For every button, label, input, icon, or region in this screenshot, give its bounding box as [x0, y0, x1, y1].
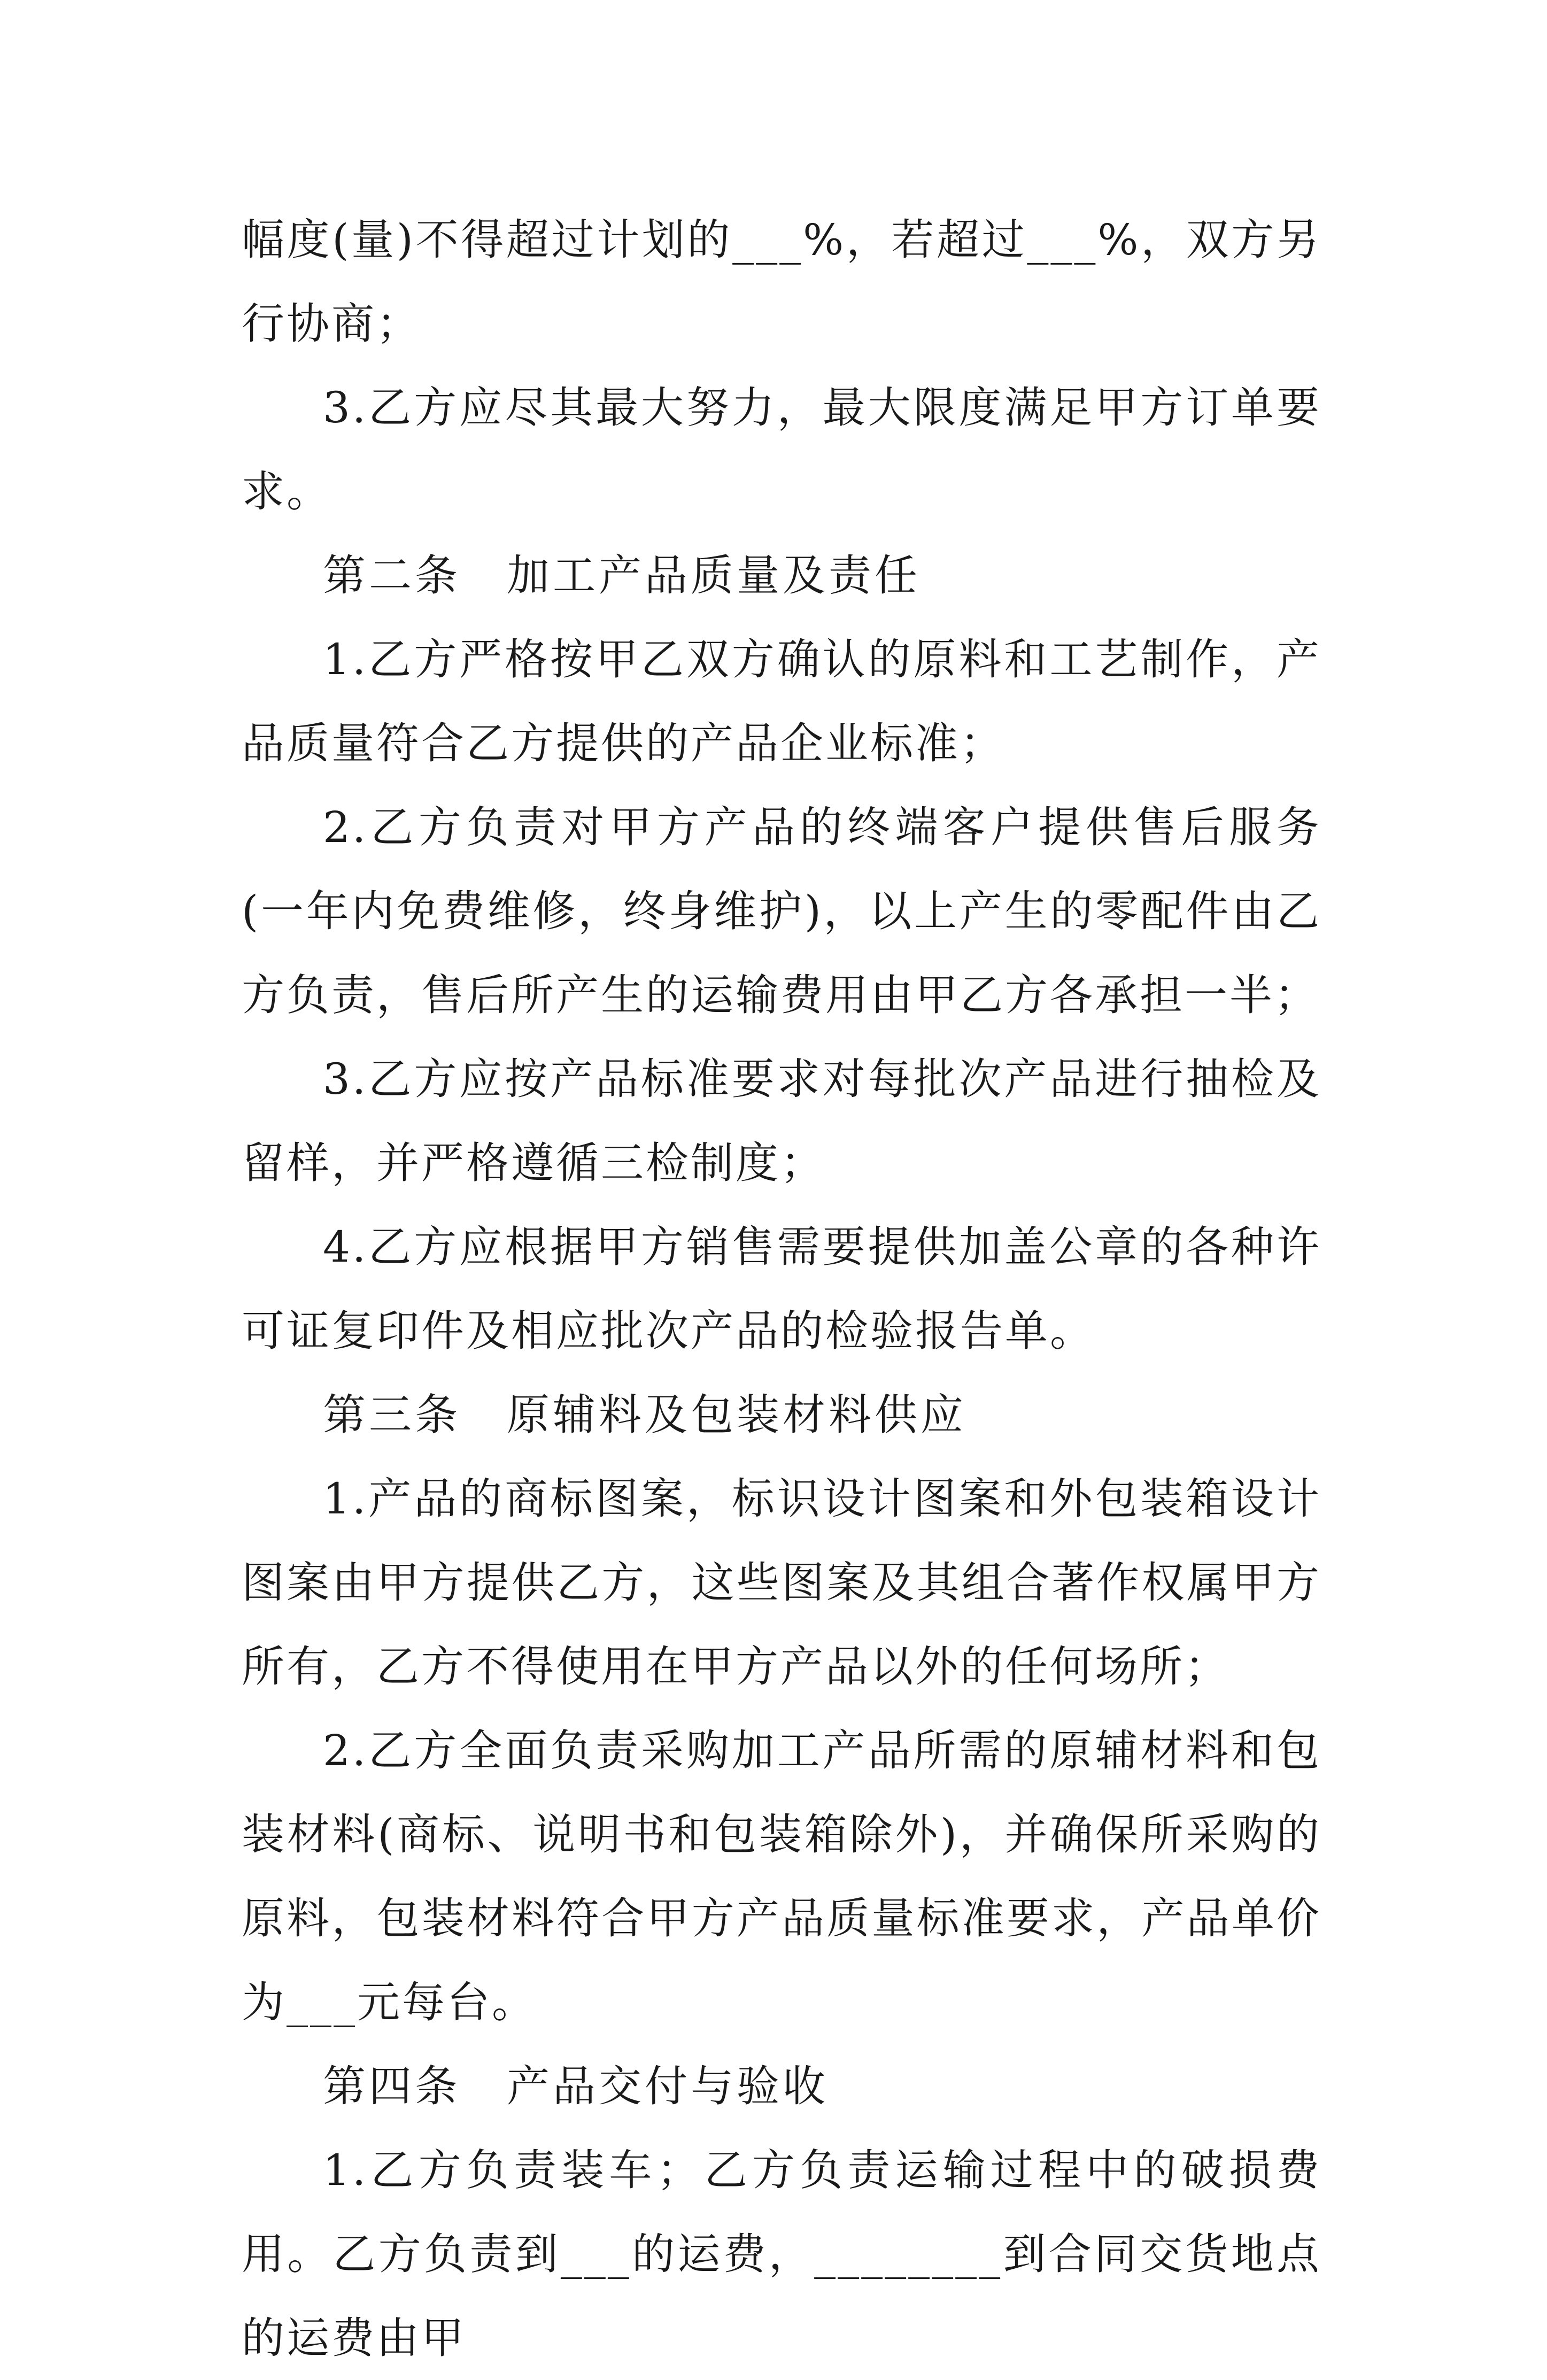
paragraph-best-effort: 3.乙方应尽其最大努力，最大限度满足甲方订单要求。 [242, 383, 1321, 516]
paragraph-quality-3: 3.乙方应按产品标准要求对每批次产品进行抽检及留样，并严格遵循三检制度； [242, 1054, 1321, 1188]
paragraph-material-1: 1.产品的商标图案，标识设计图案和外包装箱设计图案由甲方提供乙方，这些图案及其组合著作权属甲方所有，乙方不得使用在甲方产品以外的任何场所； [242, 1474, 1321, 1691]
paragraph-quality-4: 4.乙方应根据甲方销售需要提供加盖公章的各种许可证复印件及相应批次产品的检验报告单。 [242, 1222, 1321, 1356]
article-4-heading: 第四条 产品交付与验收 [323, 2061, 829, 2111]
paragraph-delivery-1: 1.乙方负责装车；乙方负责运输过程中的破损费用。乙方负责到___的运费，________到合同交货地点的运费由甲 [242, 2145, 1321, 2363]
paragraph-range-clause: 幅度(量)不得超过计划的___%，若超过___%，双方另行协商； [242, 215, 1321, 349]
article-3-heading: 第三条 原辅料及包装材料供应 [323, 1390, 966, 1440]
paragraph-quality-2: 2.乙方负责对甲方产品的终端客户提供售后服务(一年内免费维修，终身维护)，以上产生的零配件由乙方负责，售后所产生的运输费用由甲乙方各承担一半； [242, 802, 1321, 1020]
paragraph-quality-1: 1.乙方严格按甲乙双方确认的原料和工艺制作，产品质量符合乙方提供的产品企业标准； [242, 635, 1321, 768]
contract-body [242, 198, 1321, 2380]
paragraph-material-2: 2.乙方全面负责采购加工产品所需的原辅材料和包装材料(商标、说明书和包装箱除外)，并确保所采购的原料，包装材料符合甲方产品质量标准要求，产品单价为___元每台。 [242, 1726, 1321, 2027]
article-2-heading: 第二条 加工产品质量及责任 [323, 551, 921, 600]
